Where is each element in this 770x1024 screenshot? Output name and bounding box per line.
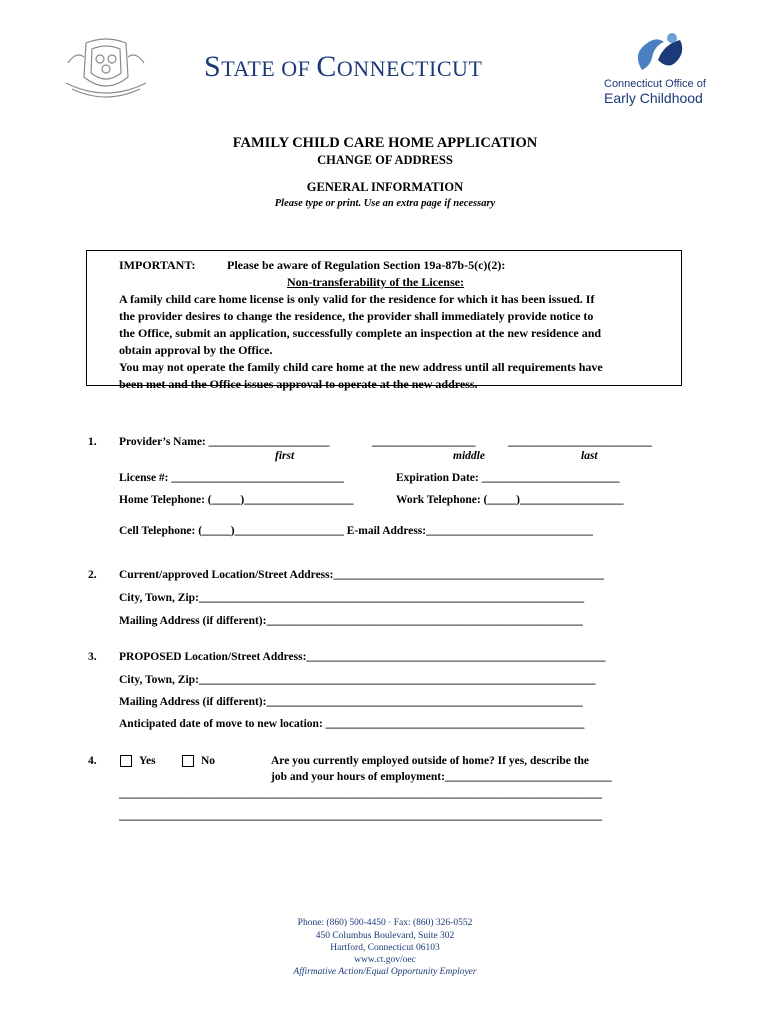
notice-subtitle: Non-transferability of the License: <box>287 275 464 289</box>
section-number: 4. <box>88 755 97 767</box>
no-checkbox[interactable] <box>182 755 194 767</box>
oec-logo-line2: Early Childhood <box>604 90 703 106</box>
section-number: 1. <box>88 436 97 448</box>
yes-checkbox[interactable] <box>120 755 132 767</box>
current-mailing-address-field[interactable]: Mailing Address (if different):_______________________________________________________ <box>119 615 583 627</box>
provider-middle-name-field[interactable]: __________________ <box>372 436 476 448</box>
oec-logo <box>600 30 720 110</box>
license-number-field[interactable]: License #: ______________________________ <box>119 472 344 484</box>
notice-line: the Office, submit an application, successfully complete an inspection at the new residence and <box>119 326 602 340</box>
anticipated-move-date-field[interactable]: Anticipated date of move to new location: _____________________________________________ <box>119 718 585 730</box>
notice-line: You may not operate the family child care home at the new address until all requirements have <box>119 360 603 374</box>
employment-question: Are you currently employed outside of home? If yes, describe the <box>271 755 590 767</box>
expiration-date-field[interactable]: Expiration Date: ________________________ <box>396 472 620 484</box>
notice-line: been met and the Office issues approval to operate at the new address. <box>119 377 478 391</box>
middle-name-caption: middle <box>453 450 485 462</box>
page-title: STATE OF CONNECTICUT <box>204 50 483 83</box>
notice-line: the provider desires to change the residence, the provider shall immediately provide notice to <box>119 309 594 323</box>
proposed-mailing-address-field[interactable]: Mailing Address (if different):_______________________________________________________ <box>119 696 583 708</box>
footer-phone: Phone: (860) 500-4450 · Fax: (860) 326-0552 <box>297 918 473 928</box>
no-label: No <box>201 755 216 767</box>
employment-hours-field[interactable]: job and your hours of employment:_____________________________ <box>271 771 612 783</box>
section-number: 2. <box>88 569 97 581</box>
important-label: IMPORTANT: <box>119 258 196 272</box>
footer-address-2: Hartford, Connecticut 06103 <box>330 943 440 953</box>
current-city-town-zip-field[interactable]: City, Town, Zip:___________________________________________________________________ <box>119 592 585 604</box>
last-name-caption: last <box>581 450 598 462</box>
footer-address-1: 450 Columbus Boulevard, Suite 302 <box>315 931 455 941</box>
form-subtitle: CHANGE OF ADDRESS <box>317 153 453 167</box>
proposed-city-town-zip-field[interactable]: City, Town, Zip:_____________________________________________________________________ <box>119 674 596 686</box>
section-number: 3. <box>88 651 97 663</box>
yes-label: Yes <box>139 755 156 767</box>
employment-description-line[interactable]: ____________________________________________________________________________________ <box>119 788 602 800</box>
oec-logo-line1: Connecticut Office of <box>604 78 706 90</box>
hands-icon <box>628 30 688 74</box>
employment-description-line[interactable]: ____________________________________________________________________________________ <box>119 810 602 822</box>
provider-last-name-field[interactable]: _________________________ <box>508 436 652 448</box>
home-telephone-field[interactable]: Home Telephone: (_____)___________________ <box>119 494 354 506</box>
footer-eoe: Affirmative Action/Equal Opportunity Employer <box>293 967 477 977</box>
current-street-address-field[interactable]: Current/approved Location/Street Address:_______________________________________________ <box>119 569 604 581</box>
instructions-note: Please type or print. Use an extra page if necessary <box>274 198 496 209</box>
cell-email-field[interactable]: Cell Telephone: (_____)___________________ E-mail Address:_____________________________ <box>119 525 593 537</box>
footer-website: www.ct.gov/oec <box>354 955 416 965</box>
notice-line: obtain approval by the Office. <box>119 343 273 357</box>
form-title: FAMILY CHILD CARE HOME APPLICATION <box>232 135 538 151</box>
first-name-caption: first <box>275 450 295 462</box>
provider-name-field[interactable]: Provider’s Name: _____________________ <box>119 436 330 448</box>
work-telephone-field[interactable]: Work Telephone: (_____)__________________ <box>396 494 624 506</box>
regulation-reference: Please be aware of Regulation Section 19a-87b-5(c)(2): <box>227 258 506 272</box>
section-heading: GENERAL INFORMATION <box>306 180 464 194</box>
state-seal-logo <box>62 33 150 103</box>
notice-line: A family child care home license is only valid for the residence for which it has been issued. If <box>119 292 595 306</box>
proposed-street-address-field[interactable]: PROPOSED Location/Street Address:____________________________________________________ <box>119 651 606 663</box>
important-notice-box <box>86 250 682 391</box>
